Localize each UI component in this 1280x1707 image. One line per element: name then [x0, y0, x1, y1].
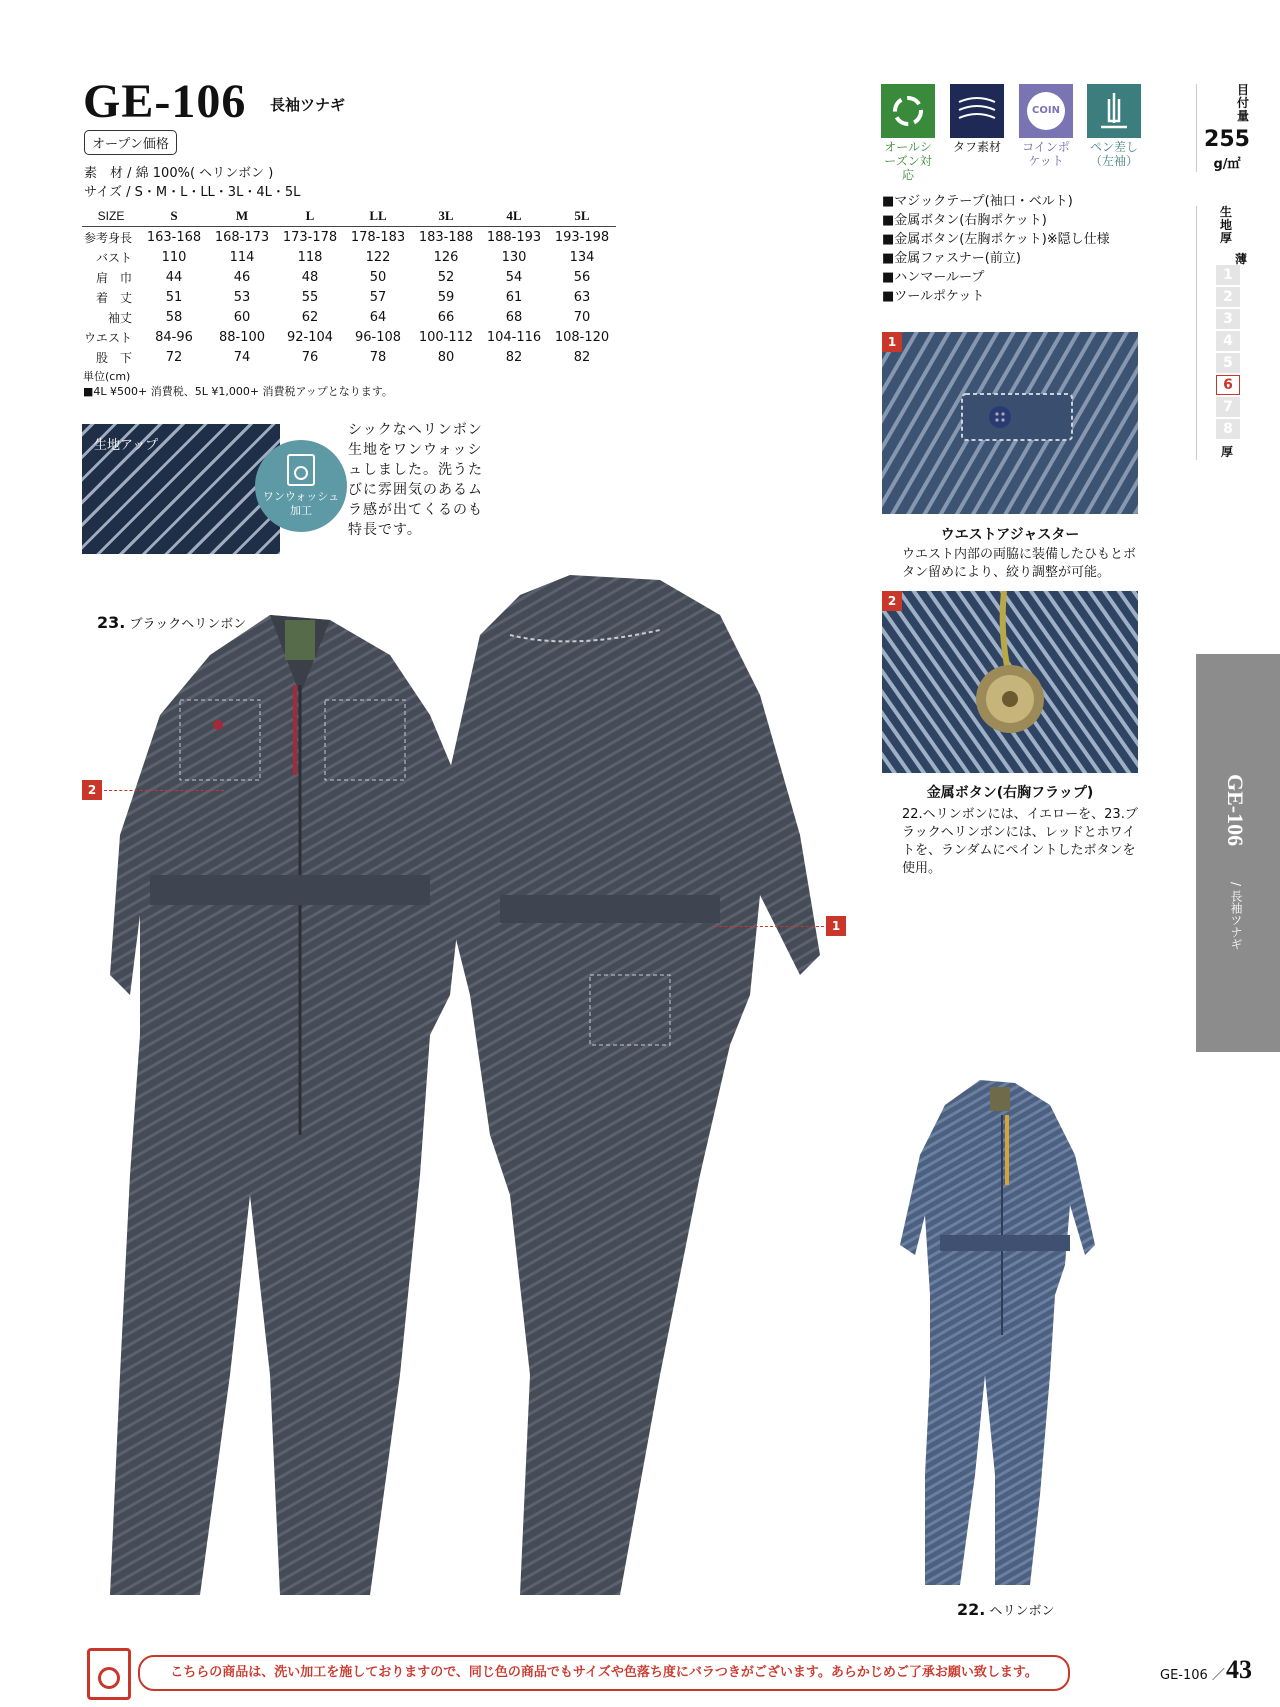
detail-desc: 22.ヘリンボンには、イエローを、23.ブラックヘリンボンには、レッドとホワイトを、ランダムにペイントしたボタンを使用。: [902, 807, 1138, 876]
weight-label: 目付量: [1236, 83, 1249, 123]
table-row: [82, 227, 616, 248]
price-badge: オープン価格: [84, 130, 177, 155]
washing-machine-icon: [287, 454, 315, 486]
table-cell: 78: [369, 349, 387, 365]
feature-pen-slot: [1087, 84, 1141, 168]
side-tab-model: GE-106: [1223, 774, 1248, 847]
table-cell: 173-178: [282, 229, 338, 245]
product-number: 23.: [97, 613, 126, 632]
one-wash-badge: [255, 440, 347, 532]
row-label: 股 下: [95, 350, 132, 365]
wash-label-1: ワンウォッシュ: [262, 490, 340, 503]
side-tab-sub: / 長袖ツナギ: [1229, 882, 1243, 950]
table-cell: 53: [233, 289, 251, 305]
table-cell: 58: [165, 309, 183, 325]
table-cell: 88-100: [218, 329, 266, 345]
thickness-level: 6: [1216, 375, 1240, 395]
coin-glyph: COIN: [1027, 92, 1065, 130]
table-cell: 52: [437, 269, 455, 285]
size-col-header: LL: [344, 206, 412, 227]
feature-label: オールシーズン対応: [884, 140, 932, 182]
table-cell: 122: [365, 249, 391, 265]
thickness-level: 2: [1216, 287, 1240, 307]
size-table: [82, 206, 616, 367]
table-cell: 130: [501, 249, 527, 265]
table-cell: 76: [301, 349, 319, 365]
size-table-header: [82, 206, 616, 227]
callout-badge-1: 1: [826, 916, 846, 936]
table-cell: 114: [229, 249, 255, 265]
detail-desc: ウエスト内部の両脇に装備したひもとボタン留めにより、絞り調整が可能。: [902, 547, 1137, 580]
thickness-thin-label: 薄: [1235, 252, 1248, 266]
list-item: ■ 金属ファスナー(前立): [882, 249, 1110, 268]
weight-value: 255: [1204, 127, 1250, 152]
table-cell: 62: [301, 309, 319, 325]
table-cell: 55: [301, 289, 319, 305]
product-model: GE-106: [83, 75, 247, 128]
table-cell: 188-193: [486, 229, 542, 245]
table-cell: 46: [233, 269, 251, 285]
pen-slot-icon: [1087, 84, 1141, 138]
table-cell: 163-168: [146, 229, 202, 245]
table-cell: 59: [437, 289, 455, 305]
washing-notice: こちらの商品は、洗い加工を施しておりますので、同じ色の商品でもサイズや色落ち度にバラつきがございます。あらかじめご了承お願い致します。: [138, 1655, 1070, 1691]
detail-badge: 2: [882, 591, 902, 611]
table-cell: 168-173: [214, 229, 270, 245]
thickness-label: 生地厚: [1219, 205, 1232, 245]
row-label: 着 丈: [95, 290, 132, 305]
detail-title: 金属ボタン(右胸フラップ): [926, 785, 1094, 801]
table-cell: 64: [369, 309, 387, 325]
callout-line: [104, 790, 224, 791]
table-cell: 100-112: [418, 329, 474, 345]
table-cell: 84-96: [155, 329, 193, 345]
table-cell: 44: [165, 269, 183, 285]
coverall-black-herringbone-image: [100, 575, 860, 1635]
table-cell: 193-198: [554, 229, 610, 245]
table-cell: 60: [233, 309, 251, 325]
product-name: ブラックヘリンボン: [129, 617, 247, 632]
fabric-closeup-label: 生地アップ: [94, 438, 159, 453]
table-cell: 118: [297, 249, 323, 265]
weight-unit: g/㎡: [1213, 157, 1241, 172]
sizes-line: サイズ / S・M・L・LL・3L・4L・5L: [84, 185, 301, 200]
side-index-tab: [1196, 654, 1280, 1052]
feature-coin-pocket: [1019, 84, 1073, 168]
size-col-header: 5L: [548, 206, 616, 227]
coin-pocket-icon: [1019, 84, 1073, 138]
row-label: ウエスト: [83, 330, 132, 345]
size-col-header: M: [208, 206, 276, 227]
table-row: [82, 347, 616, 367]
size-col-header: SIZE: [82, 206, 140, 227]
list-item: ■ ツールポケット: [882, 287, 1110, 306]
table-row: [82, 287, 616, 307]
row-label: 参考身長: [83, 230, 132, 245]
tough-material-icon: [950, 84, 1004, 138]
table-cell: 80: [437, 349, 455, 365]
row-label: 肩 巾: [95, 270, 132, 285]
list-item: ■ マジックテープ(袖口・ベルト): [882, 192, 1110, 211]
detail-badge: 1: [882, 332, 902, 352]
size-col-header: L: [276, 206, 344, 227]
list-item: ■ 金属ボタン(右胸ポケット): [882, 211, 1110, 230]
table-cell: 92-104: [286, 329, 334, 345]
fabric-weight: [1196, 84, 1257, 172]
thickness-level: 7: [1216, 397, 1240, 417]
features-list: [882, 192, 1110, 306]
size-col-header: S: [140, 206, 208, 227]
price-note: ■4L ¥500+ 消費税、5L ¥1,000+ 消費税アップとなります。: [83, 385, 393, 398]
table-cell: 54: [505, 269, 523, 285]
table-cell: 51: [165, 289, 183, 305]
table-cell: 74: [233, 349, 251, 365]
thickness-level: 8: [1216, 419, 1240, 439]
table-row: [82, 267, 616, 287]
feature-all-season: [881, 84, 935, 182]
table-cell: 66: [437, 309, 455, 325]
table-cell: 104-116: [486, 329, 542, 345]
fabric-description: シックなヘリンボン生地をワンウォッシュしました。洗うたびに雰囲気のあるムラ感が出てくるのも特長です。: [348, 422, 483, 538]
table-cell: 57: [369, 289, 387, 305]
size-col-header: 4L: [480, 206, 548, 227]
table-cell: 63: [573, 289, 591, 305]
unit-note: 単位(cm): [83, 370, 131, 383]
material-line: 素 材 / 綿 100%( ヘリンボン ): [84, 166, 274, 181]
table-row: [82, 307, 616, 327]
detail-photo-waist-adjuster: [882, 332, 1138, 514]
table-cell: 110: [161, 249, 187, 265]
table-cell: 56: [573, 269, 591, 285]
detail-photo-metal-button: [882, 591, 1138, 773]
page-reference: GE-106 ／: [1160, 1668, 1225, 1683]
table-cell: 50: [369, 269, 387, 285]
product-number: 22.: [957, 1600, 986, 1619]
table-cell: 72: [165, 349, 183, 365]
page-number: 43: [1226, 1655, 1252, 1684]
table-cell: 61: [505, 289, 523, 305]
washing-notice-icon: [87, 1648, 131, 1700]
callout-badge-2: 2: [82, 780, 102, 800]
table-cell: 82: [505, 349, 523, 365]
row-label: 袖丈: [107, 310, 132, 325]
thickness-level: 1: [1216, 265, 1240, 285]
table-cell: 183-188: [418, 229, 474, 245]
size-col-header: 3L: [412, 206, 480, 227]
table-cell: 70: [573, 309, 591, 325]
wash-label-2: 加工: [290, 504, 312, 517]
feature-label: タフ素材: [952, 140, 1001, 154]
fabric-thickness-scale: [1196, 206, 1257, 460]
product-name: ヘリンボン: [989, 1604, 1055, 1619]
list-item: ■ ハンマーループ: [882, 268, 1110, 287]
table-cell: 68: [505, 309, 523, 325]
detail-title: ウエストアジャスター: [940, 527, 1080, 543]
table-cell: 126: [433, 249, 459, 265]
thickness-level: 3: [1216, 309, 1240, 329]
table-cell: 178-183: [350, 229, 406, 245]
table-cell: 82: [573, 349, 591, 365]
table-cell: 48: [301, 269, 319, 285]
list-item: ■ 金属ボタン(左胸ポケット)※隠し仕様: [882, 230, 1110, 249]
thickness-level: 5: [1216, 353, 1240, 373]
product-label-22: [957, 1600, 1055, 1619]
feature-label: コインポケット: [1022, 140, 1070, 168]
table-row: [82, 247, 616, 267]
thickness-thick-label: 厚: [1221, 445, 1234, 459]
row-label: バスト: [95, 250, 132, 265]
product-subtitle: 長袖ツナギ: [270, 96, 346, 114]
feature-label: ペン差し（左袖）: [1089, 140, 1138, 168]
coverall-herringbone-image: [890, 1075, 1100, 1595]
feature-tough-material: [950, 84, 1004, 154]
table-row: [82, 327, 616, 347]
callout-line: [714, 926, 824, 927]
table-cell: 108-120: [554, 329, 610, 345]
all-season-icon: [881, 84, 935, 138]
table-cell: 134: [569, 249, 595, 265]
thickness-level: 4: [1216, 331, 1240, 351]
table-cell: 96-108: [354, 329, 402, 345]
